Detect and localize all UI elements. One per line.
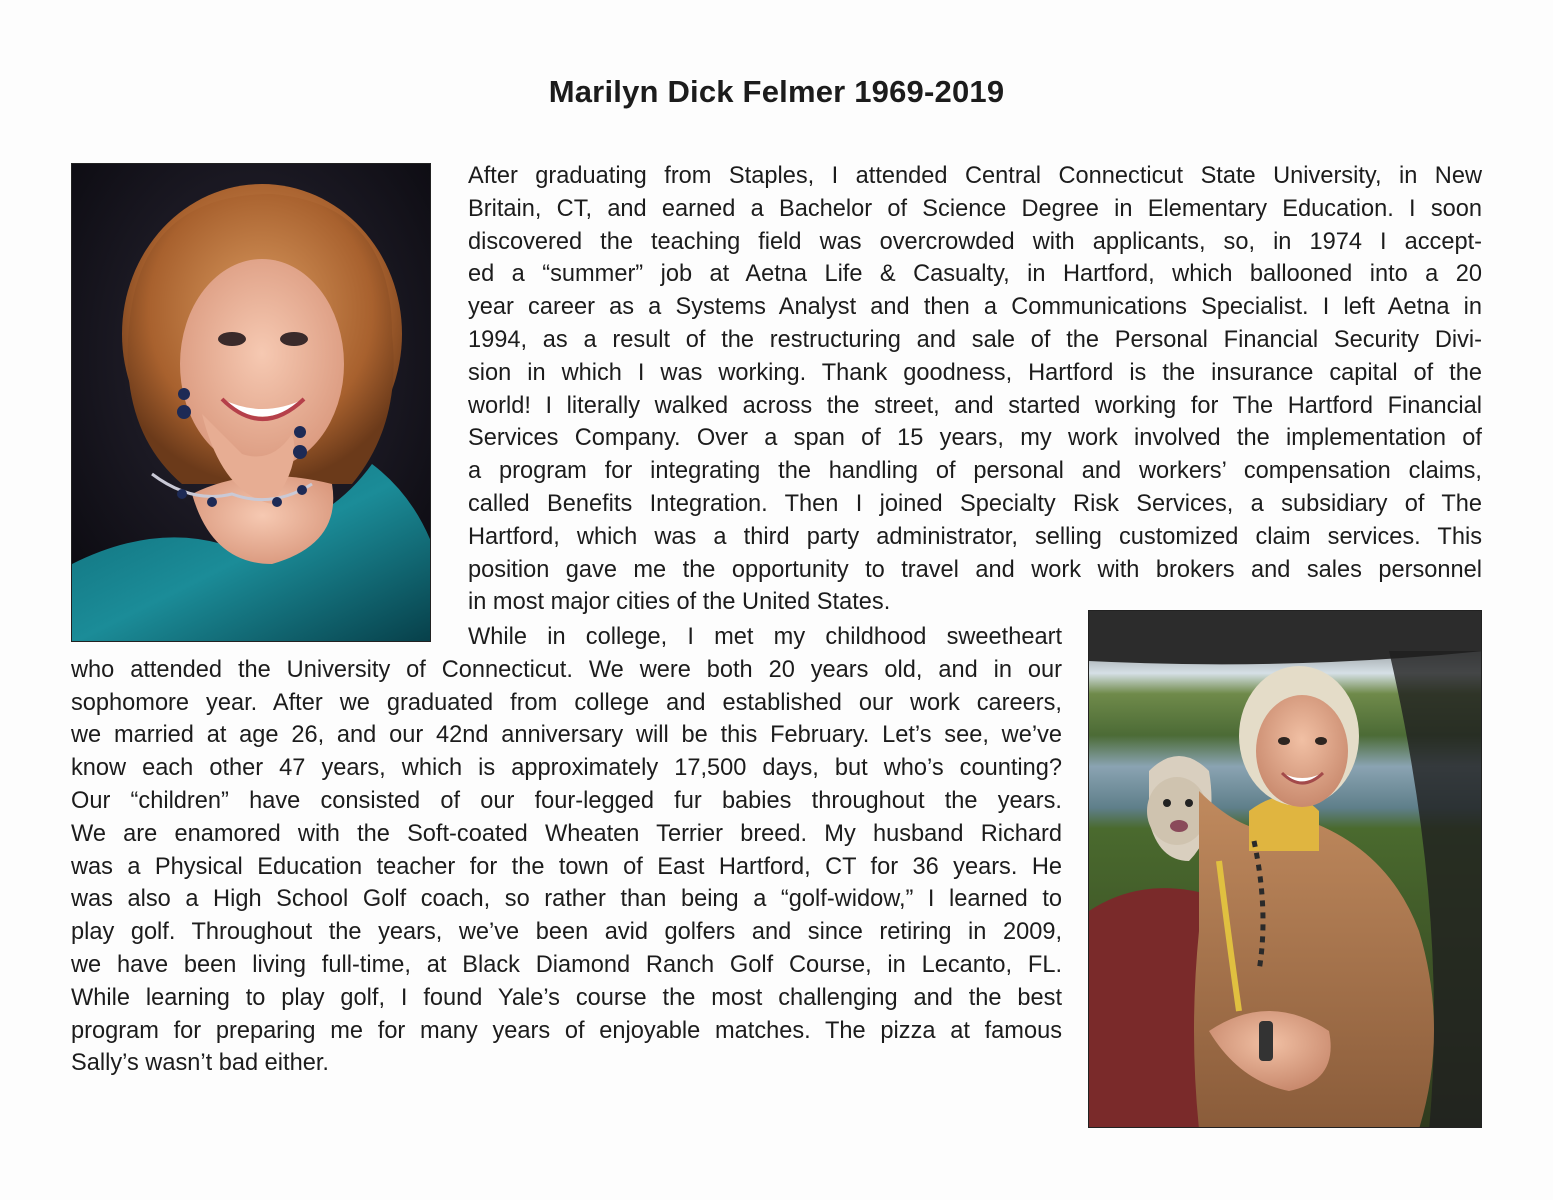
paragraph-2-line: We are enamored with the Soft-coated Wheaten Terrier breed. My husband Richard [71,820,1062,847]
paragraph-2-line: Our “children” have consisted of our four-legged fur babies throughout the years. [71,787,1062,814]
paragraph-1-line: discovered the teaching field was overcrowded with applicants, so, in 1974 I accept- [468,228,1482,255]
paragraph-2-line: was a Physical Education teacher for the town of East Hartford, CT for 36 years. He [71,853,1062,880]
paragraph-1-line: year career as a Systems Analyst and then a Communications Specialist. I left Aetna in [468,294,1482,321]
paragraph-1-line: in most major cities of the United States. [468,589,891,616]
paragraph-1-line: called Benefits Integration. Then I joined Specialty Risk Services, a subsidiary of The [468,490,1482,517]
paragraph-2-line: was also a High School Golf coach, so rather than being a “golf-widow,” I learned to [71,886,1062,913]
paragraph-1-line: a program for integrating the handling of personal and workers’ compensation claims, [468,458,1482,485]
paragraph-2-line: play golf. Throughout the years, we’ve been avid golfers and since retiring in 2009, [71,919,1062,946]
paragraph-1-line: After graduating from Staples, I attended Central Connecticut State University, in New [468,163,1482,189]
paragraph-2-line: know each other 47 years, which is approximately 17,500 days, but who’s counting? [71,755,1062,782]
paragraph-2-line: we have been living full-time, at Black Diamond Ranch Golf Course, in Lecanto, FL. [71,951,1062,978]
paragraph-1-line: Services Company. Over a span of 15 years, my work involved the implementation of [468,425,1482,452]
outdoor-photo-with-dog [1088,610,1482,1128]
outdoor-illustration [1089,611,1482,1128]
paragraph-2-line: who attended the University of Connecticut. We were both 20 years old, and in our [71,656,1062,683]
paragraph-1-line: world! I literally walked across the street, and started working for The Hartford Financial [468,392,1482,419]
page-title: Marilyn Dick Felmer 1969-2019 [548,74,1005,109]
paragraph-1 [468,160,1482,619]
paragraph-2-line: we married at age 26, and our 42nd anniversary will be this February. Let’s see, we’ve [71,722,1062,749]
paragraph-2-line: Sally’s wasn’t bad either. [71,1050,329,1077]
paragraph-2 [71,621,1062,1080]
paragraph-2-line: sophomore year. After we graduated from college and established our work careers, [71,689,1062,716]
paragraph-1-line: sion in which I was working. Thank goodness, Hartford is the insurance capital of the [468,359,1482,386]
paragraph-2-line: program for preparing me for many years of enjoyable matches. The pizza at famous [71,1017,1062,1044]
paragraph-1-line: ed a “summer” job at Aetna Life & Casualty, in Hartford, which ballooned into a 20 [468,261,1482,288]
portrait-photo [71,163,431,642]
paragraph-1-line: 1994, as a result of the restructuring and sale of the Personal Financial Security Divi- [468,326,1482,353]
paragraph-1-line: position gave me the opportunity to travel and work with brokers and sales personnel [468,556,1482,583]
paragraph-2-line: While in college, I met my childhood sweetheart [468,624,1062,650]
paragraph-1-line: Britain, CT, and earned a Bachelor of Science Degree in Elementary Education. I soon [468,195,1482,222]
portrait-illustration [72,164,431,642]
paragraph-1-line: Hartford, which was a third party administrator, selling customized claim services. This [468,523,1482,550]
paragraph-2-line: While learning to play golf, I found Yale’s course the most challenging and the best [71,984,1062,1011]
